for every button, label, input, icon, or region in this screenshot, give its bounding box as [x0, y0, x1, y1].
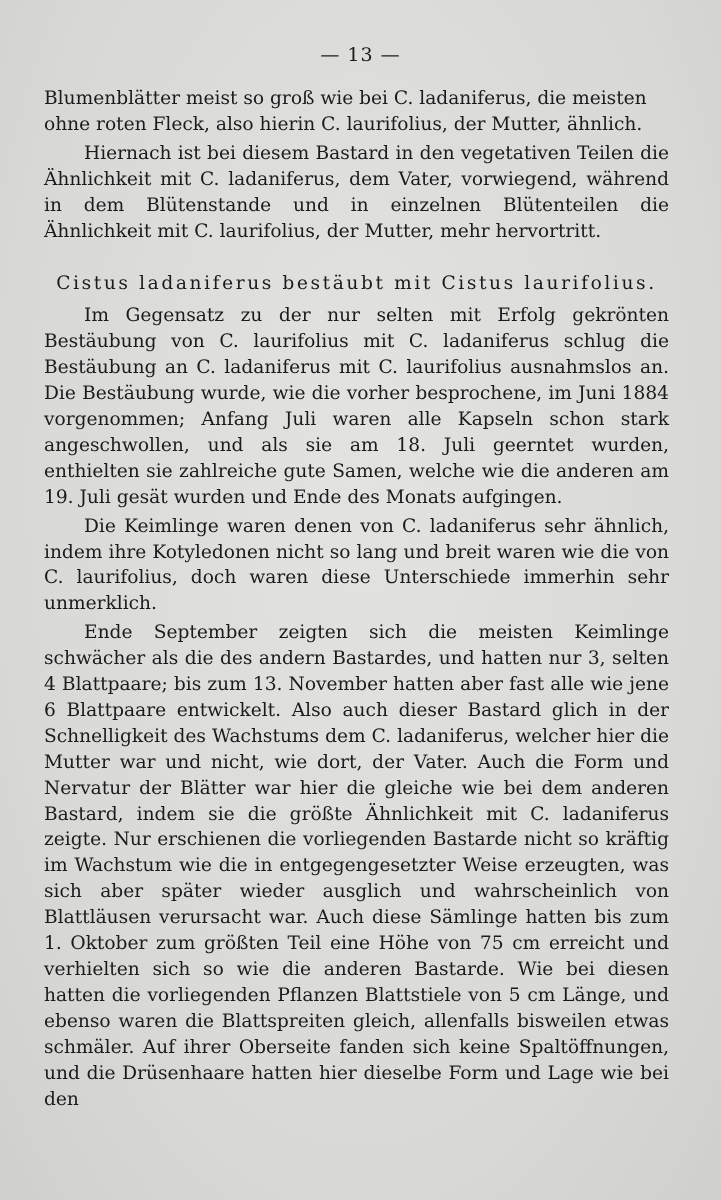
paragraph-continuation: Blumenblätter meist so groß wie bei C. ladaniferus, die meisten ohne roten Fleck, also hierin C. laurifolius, der Mutter, ähnlich. — [44, 88, 647, 135]
paragraph-growth: Ende September zeigten sich die meisten Keimlinge schwächer als die des andern Bastardes, und hatten nur 3, selten 4 Blattpaare; bis zum 13. November hatten aber fast alle wie jene 6 Blattpaare entwickelt. Also auch dieser Bastard glich in der Schnelligkeit des Wachstums dem C. ladaniferus, welcher hier die Mutter war und nicht, wie dort, der Vater. Auch die Form und Nervatur der Blätter war hier die gleiche wie bei dem anderen Bastard, indem sie die größte Ähnlichkeit mit C. ladaniferus zeigte. Nur erschienen die vorliegenden Bastarde nicht so kräftig im Wachstum wie die in entgegengesetzter Weise erzeugten, was sich aber später wieder ausglich und wahrscheinlich von Blattläusen verursacht war. Auch diese Sämlinge hatten bis zum 1. Oktober zum größten Teil eine Höhe von 75 cm erreicht und verhielten sich so wie die anderen Bastarde. Wie bei diesen hatten die vorliegenden Pflanzen Blattstiele von 5 cm Länge, und ebenso waren die Blattspreiten gleich, allenfalls bisweilen etwas schmäler. Auf ihrer Oberseite fanden sich keine Spaltöffnungen, und die Drüsenhaare hatten hier dieselbe Form und Lage wie bei den — [44, 622, 669, 1110]
paragraph-seedlings: Die Keimlinge waren denen von C. ladaniferus sehr ähnlich, indem ihre Kotyledonen nicht so lang und breit waren wie die von C. laurifolius, doch waren diese Unterschiede immerhin sehr unmerklich. — [44, 515, 669, 615]
paragraph-pollination: Im Gegensatz zu der nur selten mit Erfolg gekrönten Bestäubung von C. laurifolius mit C. ladaniferus schlug die Bestäubung an C. ladaniferus mit C. laurifolius ausnahmslos an. Die Bestäubung wurde, wie die vorher besprochene, im Juni 1884 vorgenommen; Anfang Juli waren alle Kapseln schon stark angeschwollen, und als sie am 18. Juli geerntet wurden, enthielten sie zahlreiche gute Samen, welche wie die anderen am 19. Juli gesät wurden und Ende des Monats aufgingen. — [44, 305, 669, 508]
page-number: — 13 — — [320, 44, 401, 66]
section-heading: Cistus ladaniferus bestäubt mit Cistus laurifolius. — [56, 273, 657, 295]
paragraph-summary: Hiernach ist bei diesem Bastard in den vegetativen Teilen die Ähnlichkeit mit C. ladaniferus, dem Vater, vorwiegend, während in dem Blütenstande und in einzelnen Blütenteilen die Ähnlichkeit mit C. laurifolius, der Mutter, mehr hervortritt. — [44, 142, 669, 242]
page-body — [44, 86, 669, 1112]
